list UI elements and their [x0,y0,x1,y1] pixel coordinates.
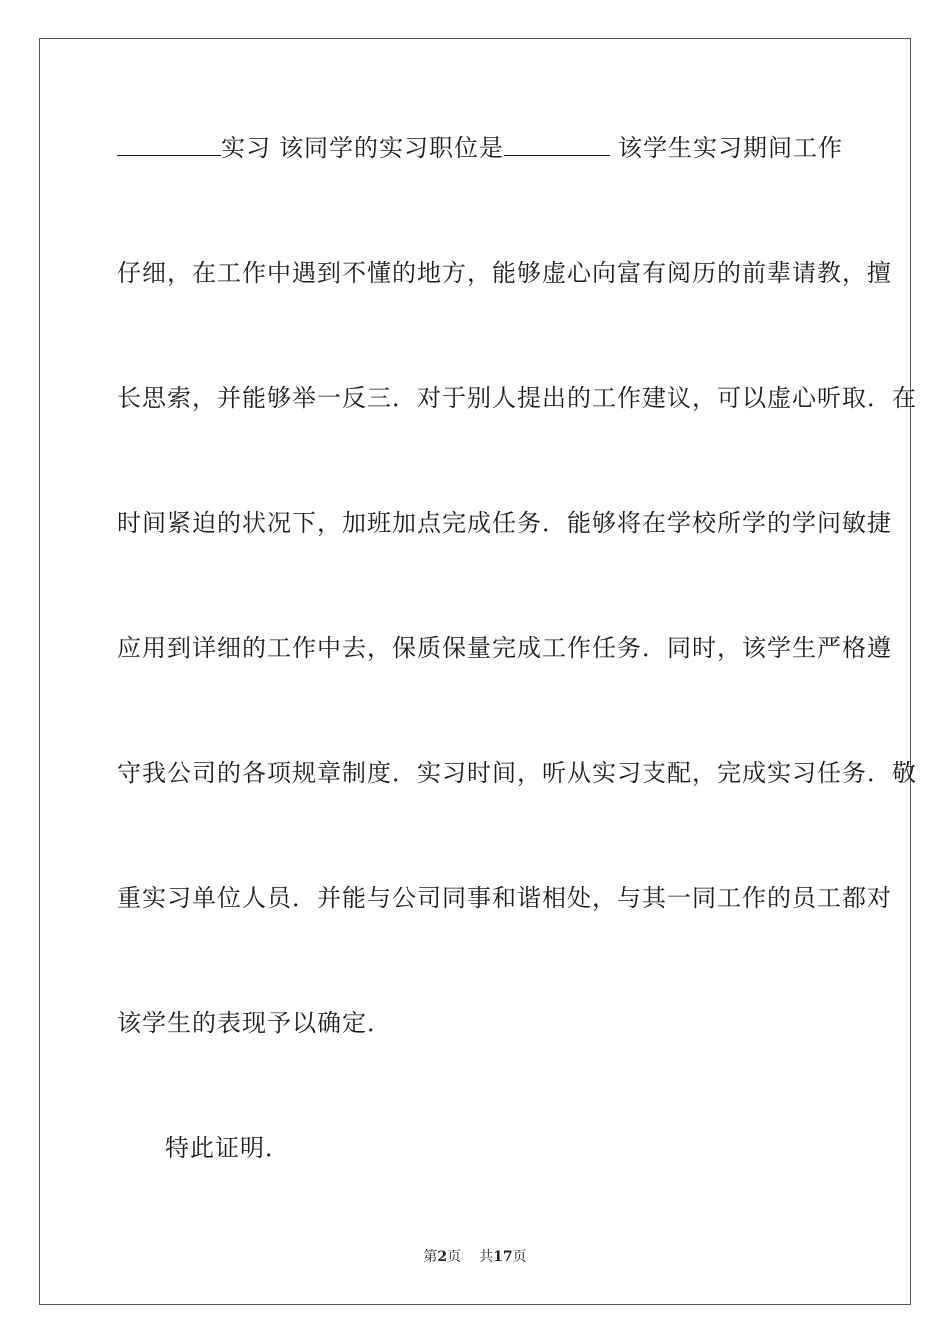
footer-page-number: 2 [437,1249,448,1265]
body-line-6: 守我公司的各项规章制度．实习时间，听从实习支配，完成实习任务．敬 [117,759,917,787]
footer-total-prefix: 共 [479,1249,494,1265]
body-line-4: 时间紧迫的状况下，加班加点完成任务．能够将在学校所学的学问敏捷 [117,509,892,537]
body-line-5: 应用到详细的工作中去，保质保量完成工作任务．同时，该学生严格遵 [117,634,892,662]
footer-page-suffix: 页 [447,1249,462,1265]
page-border [39,38,917,1305]
text-position-label: 该同学的实习职位是 [279,134,504,162]
footer-total-suffix: 页 [512,1249,527,1265]
closing-statement: 特此证明． [165,1134,290,1162]
fill-in-blank-company[interactable] [117,133,221,156]
fill-in-blank-position[interactable] [504,133,610,156]
page-footer [0,1248,950,1266]
text-shixi: 实习 [221,134,271,162]
body-line-8: 该学生的表现予以确定． [117,1009,392,1037]
body-line-2: 仔细，在工作中遇到不懂的地方，能够虚心向富有阅历的前辈请教，擅 [117,259,892,287]
text-work-intro: 该学生实习期间工作 [618,134,843,162]
body-line-7: 重实习单位人员．并能与公司同事和谐相处，与其一同工作的员工都对 [117,884,892,912]
footer-page-prefix: 第 [423,1249,438,1265]
body-line-3: 长思索，并能够举一反三．对于别人提出的工作建议，可以虚心听取．在 [117,384,917,412]
body-line-1 [117,133,843,163]
footer-total-pages: 17 [493,1249,513,1265]
